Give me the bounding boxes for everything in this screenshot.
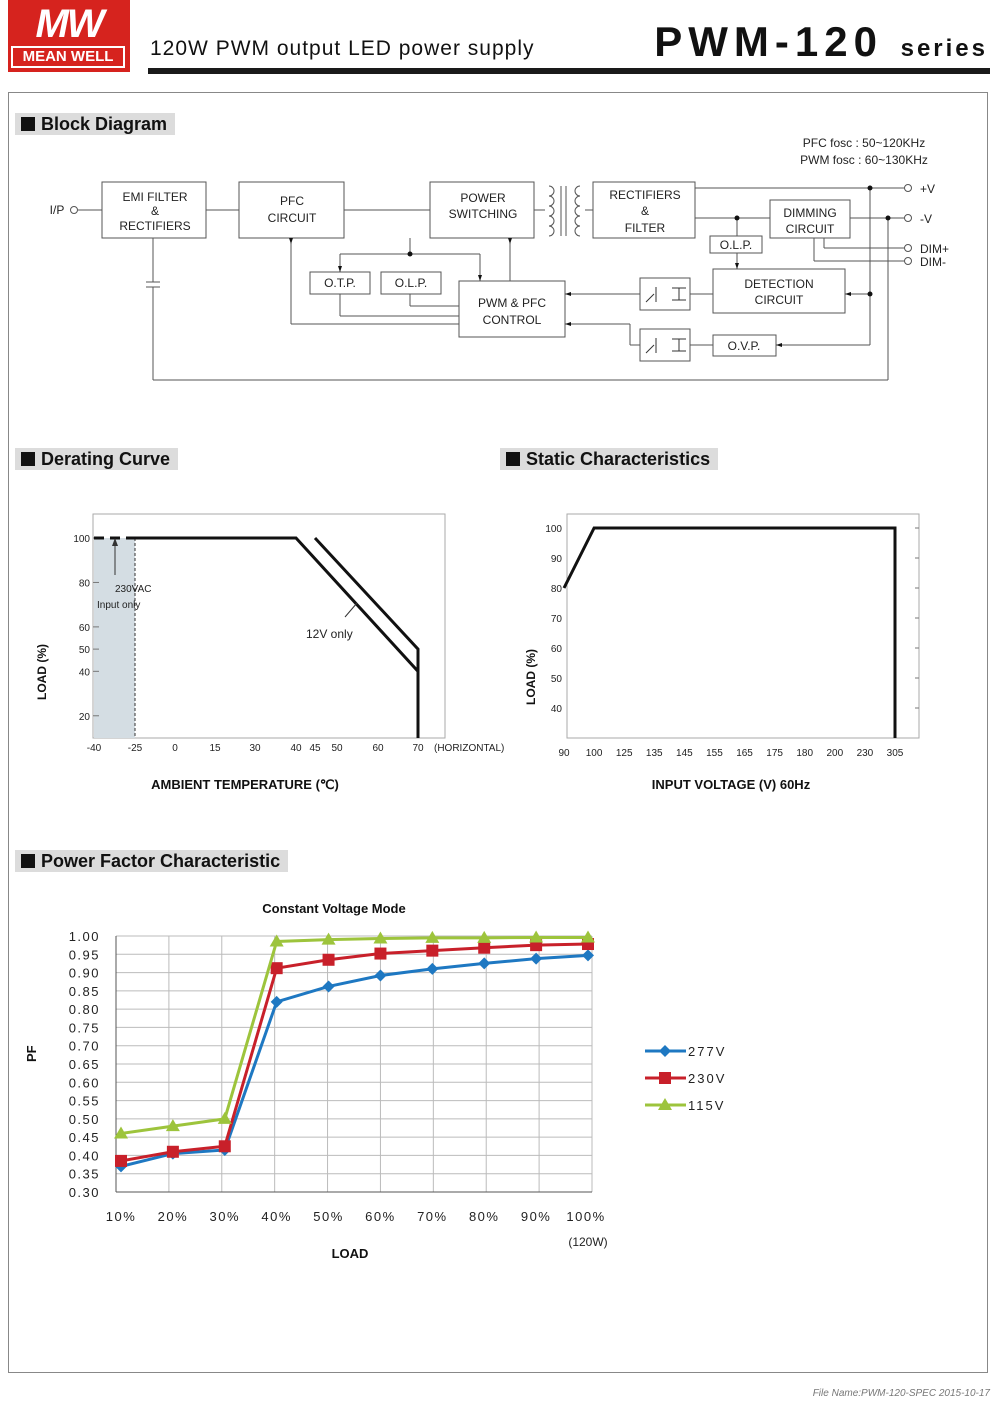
pf-legend-label-277v: 277V [688, 1044, 727, 1059]
static-y-tick: 70 [550, 614, 562, 625]
pf-series-line-115v [121, 937, 588, 1133]
static-x-tick: 155 [706, 748, 723, 759]
pf-point-230v [323, 954, 335, 966]
pf-point-277v [374, 969, 386, 981]
output-negative: -V [920, 212, 932, 226]
static-x-tick: 175 [766, 748, 783, 759]
derating-y-tick: 40 [78, 667, 90, 679]
derating-x-tick: -25 [127, 743, 143, 754]
derating-note-230vac: 230VAC [115, 584, 152, 595]
derating-x-tick: 50 [331, 743, 343, 754]
pf-point-277v [478, 957, 490, 969]
pf-y-tick: 0.35 [68, 1166, 100, 1182]
power-line2: SWITCHING [448, 207, 518, 221]
pf-x-tick: 70% [417, 1209, 448, 1224]
rect-line2: & [640, 204, 650, 218]
static-x-tick: 125 [615, 748, 633, 759]
pf-y-tick: 0.90 [68, 965, 100, 981]
derating-x-tick: 0 [172, 743, 178, 754]
section-static-characteristics [500, 448, 718, 470]
section-title: Static Characteristics [526, 449, 711, 469]
pf-legend-marker-277v [659, 1045, 671, 1057]
static-y-tick: 80 [550, 584, 562, 595]
derating-x-tick: 45 [309, 743, 321, 754]
derating-y-tick: 60 [78, 622, 90, 634]
olp-output-label: O.L.P. [719, 238, 753, 252]
pf-x-unit: (120W) [568, 1235, 608, 1249]
olp-label: O.L.P. [394, 276, 428, 290]
static-x-tick: 165 [736, 748, 753, 759]
static-y-tick: 100 [545, 524, 562, 535]
pf-x-axis-label: LOAD [331, 1246, 369, 1261]
pf-point-230v [374, 948, 386, 960]
derating-x-tick: 60 [372, 743, 384, 754]
pf-point-230v [219, 1140, 231, 1152]
derating-x-tick: -40 [86, 743, 102, 754]
pf-x-tick: 10% [105, 1209, 137, 1224]
dimming-line2: CIRCUIT [785, 222, 835, 236]
pf-x-tick: 60% [365, 1209, 396, 1224]
derating-x-tick: 30 [249, 743, 261, 754]
pwm-line1: PWM & PFC [478, 296, 546, 310]
rect-line3: FILTER [624, 221, 666, 235]
derating-curve-chart [0, 480, 510, 810]
dim-positive: DIM+ [920, 242, 950, 256]
pf-series-line-277v [121, 955, 588, 1166]
document-subtitle: 120W PWM output LED power supply [150, 37, 535, 60]
model-suffix: series [900, 35, 988, 62]
pf-y-tick: 1.00 [68, 929, 100, 944]
pf-y-tick: 0.80 [68, 1002, 100, 1018]
static-x-tick: 180 [796, 748, 814, 759]
pf-y-tick: 0.55 [68, 1093, 100, 1109]
derating-note-12v: 12V only [306, 627, 353, 641]
pf-chart-title: Constant Voltage Mode [262, 901, 406, 916]
file-footer: File Name:PWM-120-SPEC 2015-10-17 [812, 1388, 990, 1399]
pf-point-277v [271, 996, 283, 1008]
emi-line1: EMI FILTER [122, 190, 188, 204]
static-x-tick: 230 [856, 748, 874, 759]
pf-y-tick: 0.75 [68, 1020, 100, 1036]
output-positive: +V [920, 182, 936, 196]
emi-line3: RECTIFIERS [119, 219, 191, 233]
pf-y-tick: 0.95 [68, 947, 100, 963]
static-y-tick: 90 [550, 554, 562, 565]
section-title: Power Factor Characteristic [41, 851, 281, 871]
logo-mark: MW [35, 2, 103, 46]
derating-note-input-only: Input only [97, 600, 141, 611]
dimming-line1: DIMMING [783, 206, 837, 220]
static-y-tick: 60 [550, 644, 562, 655]
block-diagram [0, 0, 1000, 400]
pf-point-277v [426, 963, 438, 975]
pf-legend-marker-230v [659, 1072, 671, 1084]
section-title: Block Diagram [41, 114, 168, 134]
static-x-tick: 200 [826, 748, 844, 759]
pf-y-axis-label: PF [24, 1045, 39, 1062]
power-line1: POWER [460, 191, 506, 205]
static-x-tick: 135 [645, 748, 663, 759]
static-y-axis-label: LOAD (%) [524, 649, 538, 705]
pf-point-230v [426, 945, 438, 957]
derating-y-tick: 100 [73, 534, 90, 545]
derating-y-tick: 20 [78, 711, 90, 723]
static-x-tick: 145 [676, 748, 693, 759]
pf-legend-label-230v: 230V [688, 1071, 727, 1086]
pwm-fosc: PWM fosc : 60~130KHz [800, 153, 928, 167]
section-title: Derating Curve [41, 449, 171, 469]
logo-brand-name: MEAN WELL [22, 48, 114, 65]
pf-y-tick: 0.50 [68, 1111, 100, 1127]
derating-y-axis-label: LOAD (%) [35, 644, 49, 700]
otp-label: O.T.P. [324, 276, 356, 290]
pwm-line2: CONTROL [482, 313, 542, 327]
emi-line2: & [150, 204, 160, 218]
pf-x-tick: 80% [468, 1209, 500, 1224]
pf-y-tick: 0.60 [68, 1075, 100, 1091]
derating-y-tick: 80 [78, 578, 90, 590]
pf-y-tick: 0.30 [68, 1185, 100, 1200]
pf-y-tick: 0.85 [68, 983, 100, 999]
static-characteristics-chart [505, 480, 1000, 810]
pf-x-tick: 50% [313, 1209, 344, 1224]
pf-x-tick: 20% [157, 1209, 189, 1224]
rect-line1: RECTIFIERS [609, 188, 681, 202]
pf-point-230v [167, 1146, 179, 1158]
static-x-tick: 305 [886, 748, 904, 759]
derating-x-tick: 15 [209, 743, 221, 754]
pf-x-tick: 40% [261, 1209, 292, 1224]
pf-y-tick: 0.65 [68, 1057, 100, 1072]
pf-point-230v [115, 1155, 127, 1167]
derating-horizontal: (HORIZONTAL) [434, 743, 505, 754]
pf-y-tick: 0.70 [68, 1038, 100, 1054]
pf-x-tick: 90% [520, 1209, 552, 1224]
power-factor-chart [0, 890, 1000, 1270]
section-power-factor [15, 850, 288, 872]
pf-point-230v [271, 962, 283, 974]
pf-legend-label-115v: 115V [688, 1098, 726, 1113]
pfc-line1: PFC [280, 194, 304, 208]
derating-y-tick: 50 [78, 645, 90, 657]
pf-x-tick: 30% [209, 1209, 241, 1224]
static-y-tick: 40 [550, 704, 562, 715]
pf-x-tick: 100% [566, 1209, 606, 1224]
pf-point-115v [218, 1112, 232, 1124]
static-y-tick: 50 [550, 674, 562, 685]
derating-x-axis-label: AMBIENT TEMPERATURE (℃) [151, 777, 339, 792]
section-derating-curve [15, 448, 178, 470]
pf-point-230v [478, 942, 490, 954]
derating-x-tick: 70 [412, 743, 424, 754]
pf-y-tick: 0.45 [68, 1130, 100, 1146]
pf-y-tick: 0.40 [68, 1148, 100, 1164]
static-x-tick: 90 [558, 748, 570, 759]
detect-line1: DETECTION [744, 277, 814, 291]
dim-negative: DIM- [920, 255, 946, 269]
input-label: I/P [49, 203, 65, 217]
detect-line2: CIRCUIT [754, 293, 804, 307]
ovp-label: O.V.P. [727, 339, 761, 353]
model-name: PWM-120 [654, 18, 883, 65]
pfc-line2: CIRCUIT [267, 211, 317, 225]
pfc-fosc: PFC fosc : 50~120KHz [802, 136, 926, 150]
static-x-axis-label: INPUT VOLTAGE (V) 60Hz [651, 777, 811, 792]
static-x-tick: 100 [585, 748, 603, 759]
pf-series-line-230v [121, 944, 588, 1161]
derating-x-tick: 40 [290, 743, 302, 754]
